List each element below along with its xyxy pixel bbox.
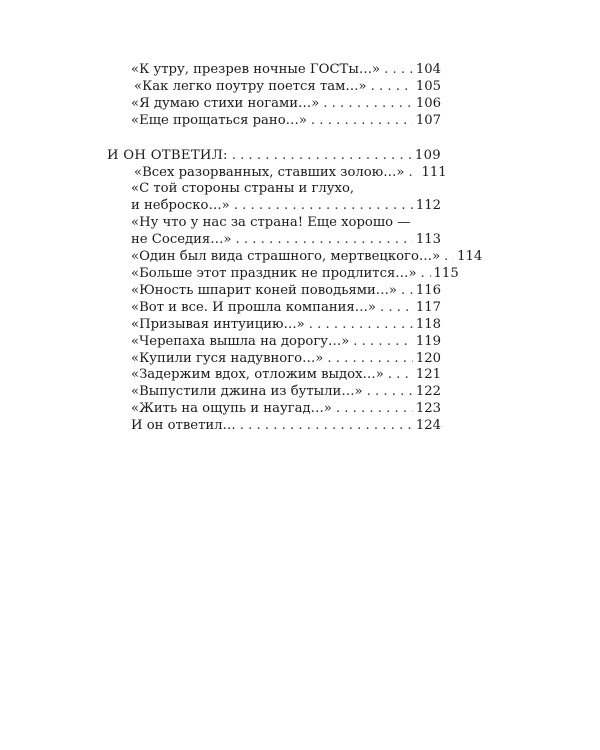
toc-entry[interactable]: [131, 249, 483, 266]
dot-leader: [234, 198, 413, 215]
dot-leader: [327, 351, 413, 368]
toc-entry[interactable]: [131, 265, 459, 283]
toc-entry-page: 116: [415, 282, 441, 298]
toc-entry-page: 115: [433, 265, 459, 281]
toc-entry[interactable]: [131, 401, 441, 418]
toc-entry-title: «Купили гуся надувного…»: [131, 350, 324, 366]
toc-entry-page: 123: [415, 401, 441, 417]
toc-entry-first-line: «С той стороны страны и глухо,: [131, 181, 355, 197]
dot-leader: [336, 401, 413, 418]
toc-entry-title: «Я думаю стихи ногами…»: [131, 95, 320, 111]
toc-entry-page: 104: [415, 62, 441, 77]
dot-leader: [444, 249, 454, 266]
toc-entry-title: «Призывая интуицию…»: [131, 316, 305, 332]
toc-section-2: [107, 147, 483, 435]
toc-entry[interactable]: [131, 79, 441, 96]
toc-entry[interactable]: [131, 334, 441, 351]
dot-leader: [388, 367, 413, 384]
toc-entry-title: «Всех разорванных, ставших золою…»: [134, 164, 405, 180]
dot-leader: [311, 113, 413, 130]
toc-entry-page: 122: [415, 384, 441, 400]
toc-entry-title: «Задержим вдох, отложим выдох…»: [131, 367, 384, 383]
dot-leader: [401, 283, 413, 300]
dot-leader: [421, 266, 431, 283]
dot-leader: [371, 79, 413, 96]
toc-entry-title: «Больше этот праздник не продлится…»: [131, 265, 417, 281]
toc-entry-title: «Черепаха вышла на дорогу…»: [131, 333, 350, 349]
toc-entry-page: 111: [421, 164, 447, 180]
toc-entry[interactable]: [131, 367, 441, 384]
toc-entry-title: «Юность шпарит коней поводьями…»: [131, 282, 397, 298]
toc-entry[interactable]: [131, 198, 441, 215]
table-of-contents: [107, 62, 483, 435]
toc-entry-page: 124: [415, 418, 441, 434]
toc-entry-page: 120: [415, 350, 441, 366]
dot-leader: [353, 334, 413, 351]
toc-entry[interactable]: [131, 164, 447, 182]
toc-entry[interactable]: [131, 300, 441, 317]
toc-entry[interactable]: [131, 283, 441, 300]
toc-entry-title: «Вот и все. И прошла компания…»: [131, 299, 376, 315]
toc-entry[interactable]: [131, 62, 441, 79]
toc-entry-page: 114: [457, 249, 483, 265]
toc-heading-title: И ОН ОТВЕТИЛ:: [107, 147, 228, 163]
dot-leader: [236, 232, 413, 249]
toc-entry-title: «Один был вида страшного, мертвецкого…»: [131, 249, 441, 265]
toc-entry-first-line: «Ну что у нас за страна! Еще хорошо —: [131, 215, 411, 231]
toc-entry[interactable]: [131, 317, 441, 334]
toc-entry-page: 112: [415, 198, 441, 214]
dot-leader: [309, 317, 413, 334]
dot-leader: [367, 384, 413, 401]
toc-entry-page: 105: [415, 78, 441, 94]
toc-entry-page: 117: [415, 299, 441, 315]
toc-heading-page: 109: [414, 147, 441, 163]
toc-entry-title: «Как легко поутру поется там…»: [134, 78, 367, 94]
toc-section-heading[interactable]: [107, 148, 441, 165]
dot-leader: [384, 62, 413, 79]
toc-entry-page: 118: [415, 316, 441, 332]
toc-entry-page: 119: [415, 333, 441, 349]
toc-entry-title: «К утру, презрев ночные ГОСТы…»: [131, 62, 381, 77]
toc-entry-title: не Соседия…»: [131, 232, 232, 248]
toc-entry[interactable]: [131, 232, 441, 249]
dot-leader: [232, 148, 412, 165]
toc-entry-page: 113: [415, 232, 441, 248]
toc-section-1: [131, 62, 441, 130]
toc-entry[interactable]: [131, 384, 441, 401]
toc-entry-page: 121: [415, 367, 441, 383]
toc-entry-page: 107: [415, 112, 441, 128]
dot-leader: [240, 418, 413, 435]
dot-leader: [323, 96, 413, 113]
toc-entry[interactable]: [131, 96, 441, 113]
toc-entry[interactable]: [131, 418, 441, 435]
toc-entry-title: и неброско…»: [131, 198, 230, 214]
dot-leader: [408, 165, 418, 182]
toc-entry[interactable]: [131, 113, 441, 130]
toc-entry-title: И он ответил…: [131, 418, 236, 434]
toc-entry-title: «Еще прощаться рано…»: [131, 112, 307, 128]
toc-entry-title: «Выпустили джина из бутыли…»: [131, 384, 363, 400]
dot-leader: [380, 300, 413, 317]
toc-entry-title: «Жить на ощупь и наугад…»: [131, 401, 332, 417]
toc-entry-page: 106: [415, 95, 441, 111]
toc-entry[interactable]: [131, 351, 441, 368]
